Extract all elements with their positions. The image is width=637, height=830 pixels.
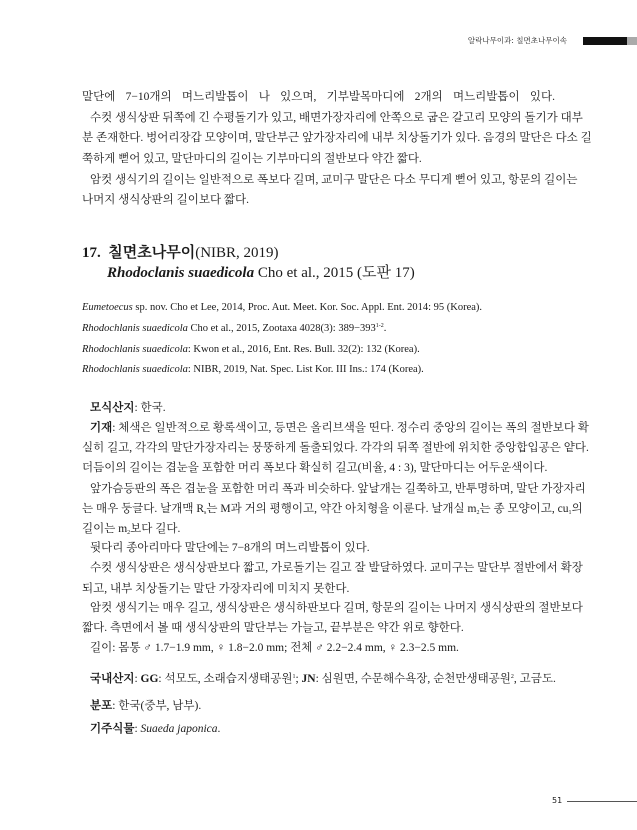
punct: . (383, 323, 387, 334)
species-korean-name: 칠면초나무이 (108, 245, 196, 261)
subscript: s (204, 510, 207, 516)
description-line: 앞가슴등판의 폭은 겹눈을 포함한 머리 폭과 비슷하다. 앞날개는 길쭉하고, 반투명하며, 말단 가장자리 (90, 483, 586, 495)
synonym-citation: : NIBR, 2019, Nat. Spec. List Kor. III Ins.: 174 (Korea). (187, 364, 424, 375)
domestic-label: 국내산지 (90, 673, 135, 685)
page-number-rule (567, 801, 637, 802)
synonym-citation: sp. nov. Cho et Lee, 2014, Proc. Aut. Meet. Kor. Soc. Appl. Ent. 2014: 95 (Korea). (132, 302, 483, 313)
plate-ref: (도판 17) (353, 265, 415, 281)
punct: . (217, 723, 221, 735)
description-line (82, 502, 583, 516)
description-line: 더듬이의 길이는 겹눈을 포함한 머리 폭보다 확실히 길고(비율, 4 : 3), 말단마디는 어두운색이다. (82, 462, 548, 474)
name-authority: (NIBR, 2019) (195, 245, 279, 261)
running-header: 알락나무이과: 칠면초나무이속 (467, 36, 567, 45)
region-gg: GG (140, 673, 159, 685)
synonym-citation: : Kwon et al., 2016, Ent. Res. Bull. 32(2): 132 (Korea). (187, 344, 420, 355)
synonym-entry (82, 363, 424, 376)
synonym-entry (82, 343, 420, 356)
species-scientific-heading (107, 264, 415, 282)
intro-line: 쭉하게 뻗어 있고, 말단마디의 길이는 기부마디의 절반보다 약간 짧다. (82, 153, 422, 165)
description-line: 실히 길고, 각각의 말단가장자리는 뭉뚱하게 돌출되었다. 각각의 뒤쪽 절반에 위치한 중앙합입공은 얕다. (82, 442, 589, 454)
text: 의 (571, 503, 583, 515)
synonym-taxon: Eumetoecus (82, 302, 133, 313)
punct: : (134, 723, 141, 735)
header-bar-edge (627, 37, 637, 45)
region-jn: JN (301, 673, 316, 685)
intro-line: 분 존재한다. 벙어리장갑 모양이며, 말단부근 앞가장자리에 내부 치상돌기가 있다. 음경의 말단은 다소 길 (82, 132, 592, 144)
distribution-value: : 한국(중부, 남부). (112, 700, 202, 712)
synonym-citation: Cho et al., 2015, Zootaxa 4028(3): 389−393 (187, 323, 376, 334)
synonym-entry (82, 322, 386, 335)
measurements-line: 길이: 몸통 ♂ 1.7−1.9 mm, ♀ 1.8−2.0 mm; 전체 ♂ 2.2−2.4 mm, ♀ 2.3−2.5 mm. (90, 642, 459, 654)
footnote-ref: 1 (292, 674, 296, 680)
species-heading (82, 244, 279, 262)
synonym-taxon: Rhodochlanis suaedicola (82, 323, 188, 334)
description-line: 수컷 생식상판은 생식상판보다 짧고, 가로돌기는 길고 잘 발달하였다. 교미구는 말단부 절반에서 확장 (90, 562, 583, 574)
type-locality-label: 모식산지 (90, 402, 135, 414)
text: : 석모도, 소래습지생태공원 (158, 673, 293, 685)
intro-line: 암컷 생식기의 길이는 일반적으로 폭보다 길며, 교미구 말단은 다소 무디게 뻗어 있고, 항문의 길이는 (90, 174, 578, 186)
synonym-taxon: Rhodochlanis suaedicola (82, 364, 188, 375)
host-label: 기주식물 (90, 723, 135, 735)
description-label: 기재 (90, 422, 113, 434)
domestic-localities: 국내산지: GG: 석모도, 소래습지생태공원$^1$; JN: 심원면, 수문해수욕장, 순천만생태공원$^2$, 고금도. (90, 673, 556, 685)
subscript: 2 (127, 530, 131, 536)
text: : 체색은 일반적으로 황록색이고, 등면은 올리브색을 띤다. 정수리 중앙의 길이는 폭의 절반보다 확 (112, 422, 589, 434)
footnote-ref: 2 (510, 674, 514, 680)
footnote-ref: 1-2 (375, 323, 384, 329)
description-line: 암컷 생식기는 매우 길고, 생식상판은 생식하판보다 길며, 항문의 길이는 나머지 생식상판의 절반보다 (90, 602, 583, 614)
description-line: 뒷다리 종아리마다 말단에는 7−8개의 며느리발톱이 있다. (90, 542, 370, 554)
host-value: Suaeda japonica (140, 723, 218, 735)
type-locality (90, 401, 555, 415)
header-bar (583, 37, 627, 45)
page-number: 51 (552, 796, 563, 805)
species-authority: Cho et al., 2015 (254, 265, 354, 281)
synonym-entry (82, 301, 482, 314)
distribution (90, 699, 555, 713)
text: 는 M과 거의 평행이고, 약간 아치형을 이룬다. 날개실 m (206, 503, 477, 515)
subscript: 2 (476, 510, 480, 516)
description-line: 짧다. 측면에서 볼 때 생식상판의 말단부는 가늘고, 끝부분은 약간 위로 향한다. (82, 622, 464, 634)
species-number: 17. (82, 245, 101, 261)
text: 보다 길다. (130, 523, 181, 535)
text: , 고금도. (513, 673, 556, 685)
description-line: 되고, 내부 치상돌기는 말단 가장자리에 미치지 못한다. (82, 583, 350, 595)
text: : 심원면, 수문해수욕장, 순천만생태공원 (315, 673, 511, 685)
subscript: 1 (568, 510, 572, 516)
text: 는 매우 둥글다. 날개맥 R (82, 503, 205, 515)
description-line (90, 421, 589, 435)
scientific-name: Rhodoclanis suaedicola (107, 265, 255, 281)
synonym-taxon: Rhodochlanis suaedicola (82, 344, 188, 355)
description-line (82, 522, 555, 536)
host-plant (90, 722, 555, 736)
text: 길이는 m (82, 523, 128, 535)
punct: ; (295, 673, 302, 685)
type-locality-value: : 한국. (134, 402, 166, 414)
intro-line: 수컷 생식상판 뒤쪽에 긴 수평돌기가 있고, 배면가장자리에 안쪽으로 굽은 갈고리 모양의 돌기가 대부 (90, 112, 583, 124)
intro-line: 나머지 생식상판의 길이보다 짧다. (82, 194, 250, 206)
intro-line: 말단에 7−10개의 며느리발톱이 나 있으며, 기부발목마디에 2개의 며느리발톱이 있다. (82, 91, 555, 103)
distribution-label: 분포 (90, 700, 113, 712)
text: 는 종 모양이고, cu (479, 503, 569, 515)
